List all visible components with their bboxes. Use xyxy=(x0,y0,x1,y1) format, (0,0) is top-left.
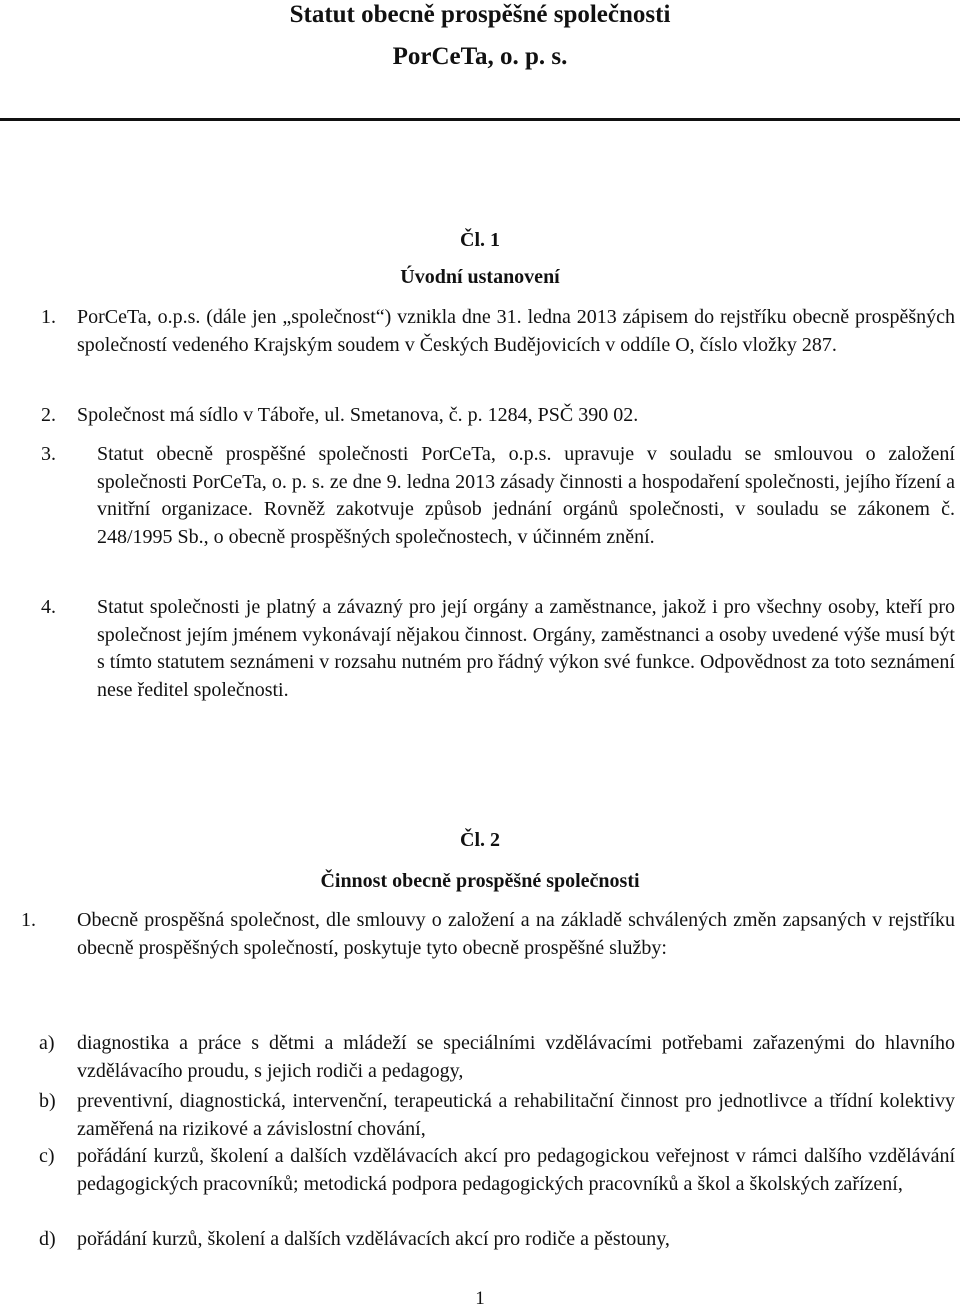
item-label: b) xyxy=(39,1090,56,1112)
article-1-number: Čl. 1 xyxy=(460,229,500,251)
service-item-b xyxy=(39,1088,955,1143)
article-1-paragraph-4 xyxy=(41,594,955,704)
page-number: 1 xyxy=(475,1288,485,1309)
article-1-paragraph-3 xyxy=(41,441,955,551)
article-2-title: Činnost obecně prospěšné společnosti xyxy=(320,870,640,892)
title-divider xyxy=(0,118,960,121)
item-text: diagnostika a práce s dětmi a mládeží se speciálními vzdělávacími potřebami zařazenými do hlavního vzdělávacího proudu, s jejich rodiči a pedagogy, xyxy=(77,1032,955,1082)
paragraph-text: PorCeTa, o.p.s. (dále jen „společnost“) vznikla dne 31. ledna 2013 zápisem do rejstříku obecně prospěšných společností vedeného Krajským soudem v Českých Budějovicích v oddíle O, číslo vložky 287. xyxy=(77,306,955,356)
paragraph-text: Obecně prospěšná společnost, dle smlouvy o založení a na základě schválených změn zapsaných v rejstříku obecně prospěšných společností, poskytuje tyto obecně prospěšné služby: xyxy=(77,909,955,959)
organization-name: PorCeTa, o. p. s. xyxy=(392,43,568,70)
item-text: preventivní, diagnostická, intervenční, terapeutická a rehabilitační činnost pro jednotlivce a třídní kolektivy zaměřená na rizikové a závislostní chování, xyxy=(77,1090,955,1140)
item-label: a) xyxy=(39,1032,55,1054)
paragraph-text: Statut obecně prospěšné společnosti PorCeTa, o.p.s. upravuje v souladu se smlouvou o založení společnosti PorCeTa, o. p. s. ze dne 9. ledna 2013 zásady činnosti a hospodaření společnosti, jejího řízení a vnitřní organizace. Rovněž zakotvuje způsob jednání orgánů společnosti, v souladu se zákonem č. 248/1995 Sb., o obecně prospěšných společnostech, v účinném znění. xyxy=(97,443,955,548)
article-2-number: Čl. 2 xyxy=(460,829,500,851)
service-item-a xyxy=(39,1030,955,1085)
article-1-title: Úvodní ustanovení xyxy=(400,266,560,288)
article-2-paragraph-1 xyxy=(21,907,955,962)
paragraph-number: 1. xyxy=(41,306,56,328)
paragraph-number: 2. xyxy=(41,404,56,426)
paragraph-number: 4. xyxy=(41,596,56,618)
paragraph-text: Společnost má sídlo v Táboře, ul. Smetanova, č. p. 1284, PSČ 390 02. xyxy=(77,404,639,426)
paragraph-number: 3. xyxy=(41,443,56,465)
item-text: pořádání kurzů, školení a dalších vzdělávacích akcí pro rodiče a pěstouny, xyxy=(77,1228,670,1250)
paragraph-number: 1. xyxy=(21,909,36,931)
item-text: pořádání kurzů, školení a dalších vzdělávacích akcí pro pedagogickou veřejnost v rámci dalšího vzdělávání pedagogických pracovníků; metodická podpora pedagogických pracovníků a škol a školských zařízení, xyxy=(77,1145,955,1195)
article-1-paragraph-2 xyxy=(41,402,955,430)
item-label: c) xyxy=(39,1145,55,1167)
service-item-d xyxy=(39,1226,955,1254)
item-label: d) xyxy=(39,1228,56,1250)
document-title: Statut obecně prospěšné společnosti xyxy=(289,1,671,28)
article-1-paragraph-1 xyxy=(41,304,955,359)
service-item-c xyxy=(39,1143,955,1198)
paragraph-text: Statut společnosti je platný a závazný pro její orgány a zaměstnance, jakož i pro všechny osoby, kteří pro společnost jejím jménem vykonávají nějakou činnost. Orgány, zaměstnanci a osoby uvedené výše musí být s tímto statutem seznámeni v rozsahu nutném pro řádný výkon své funkce. Odpovědnost za toto seznámení nese ředitel společnosti. xyxy=(97,596,955,701)
